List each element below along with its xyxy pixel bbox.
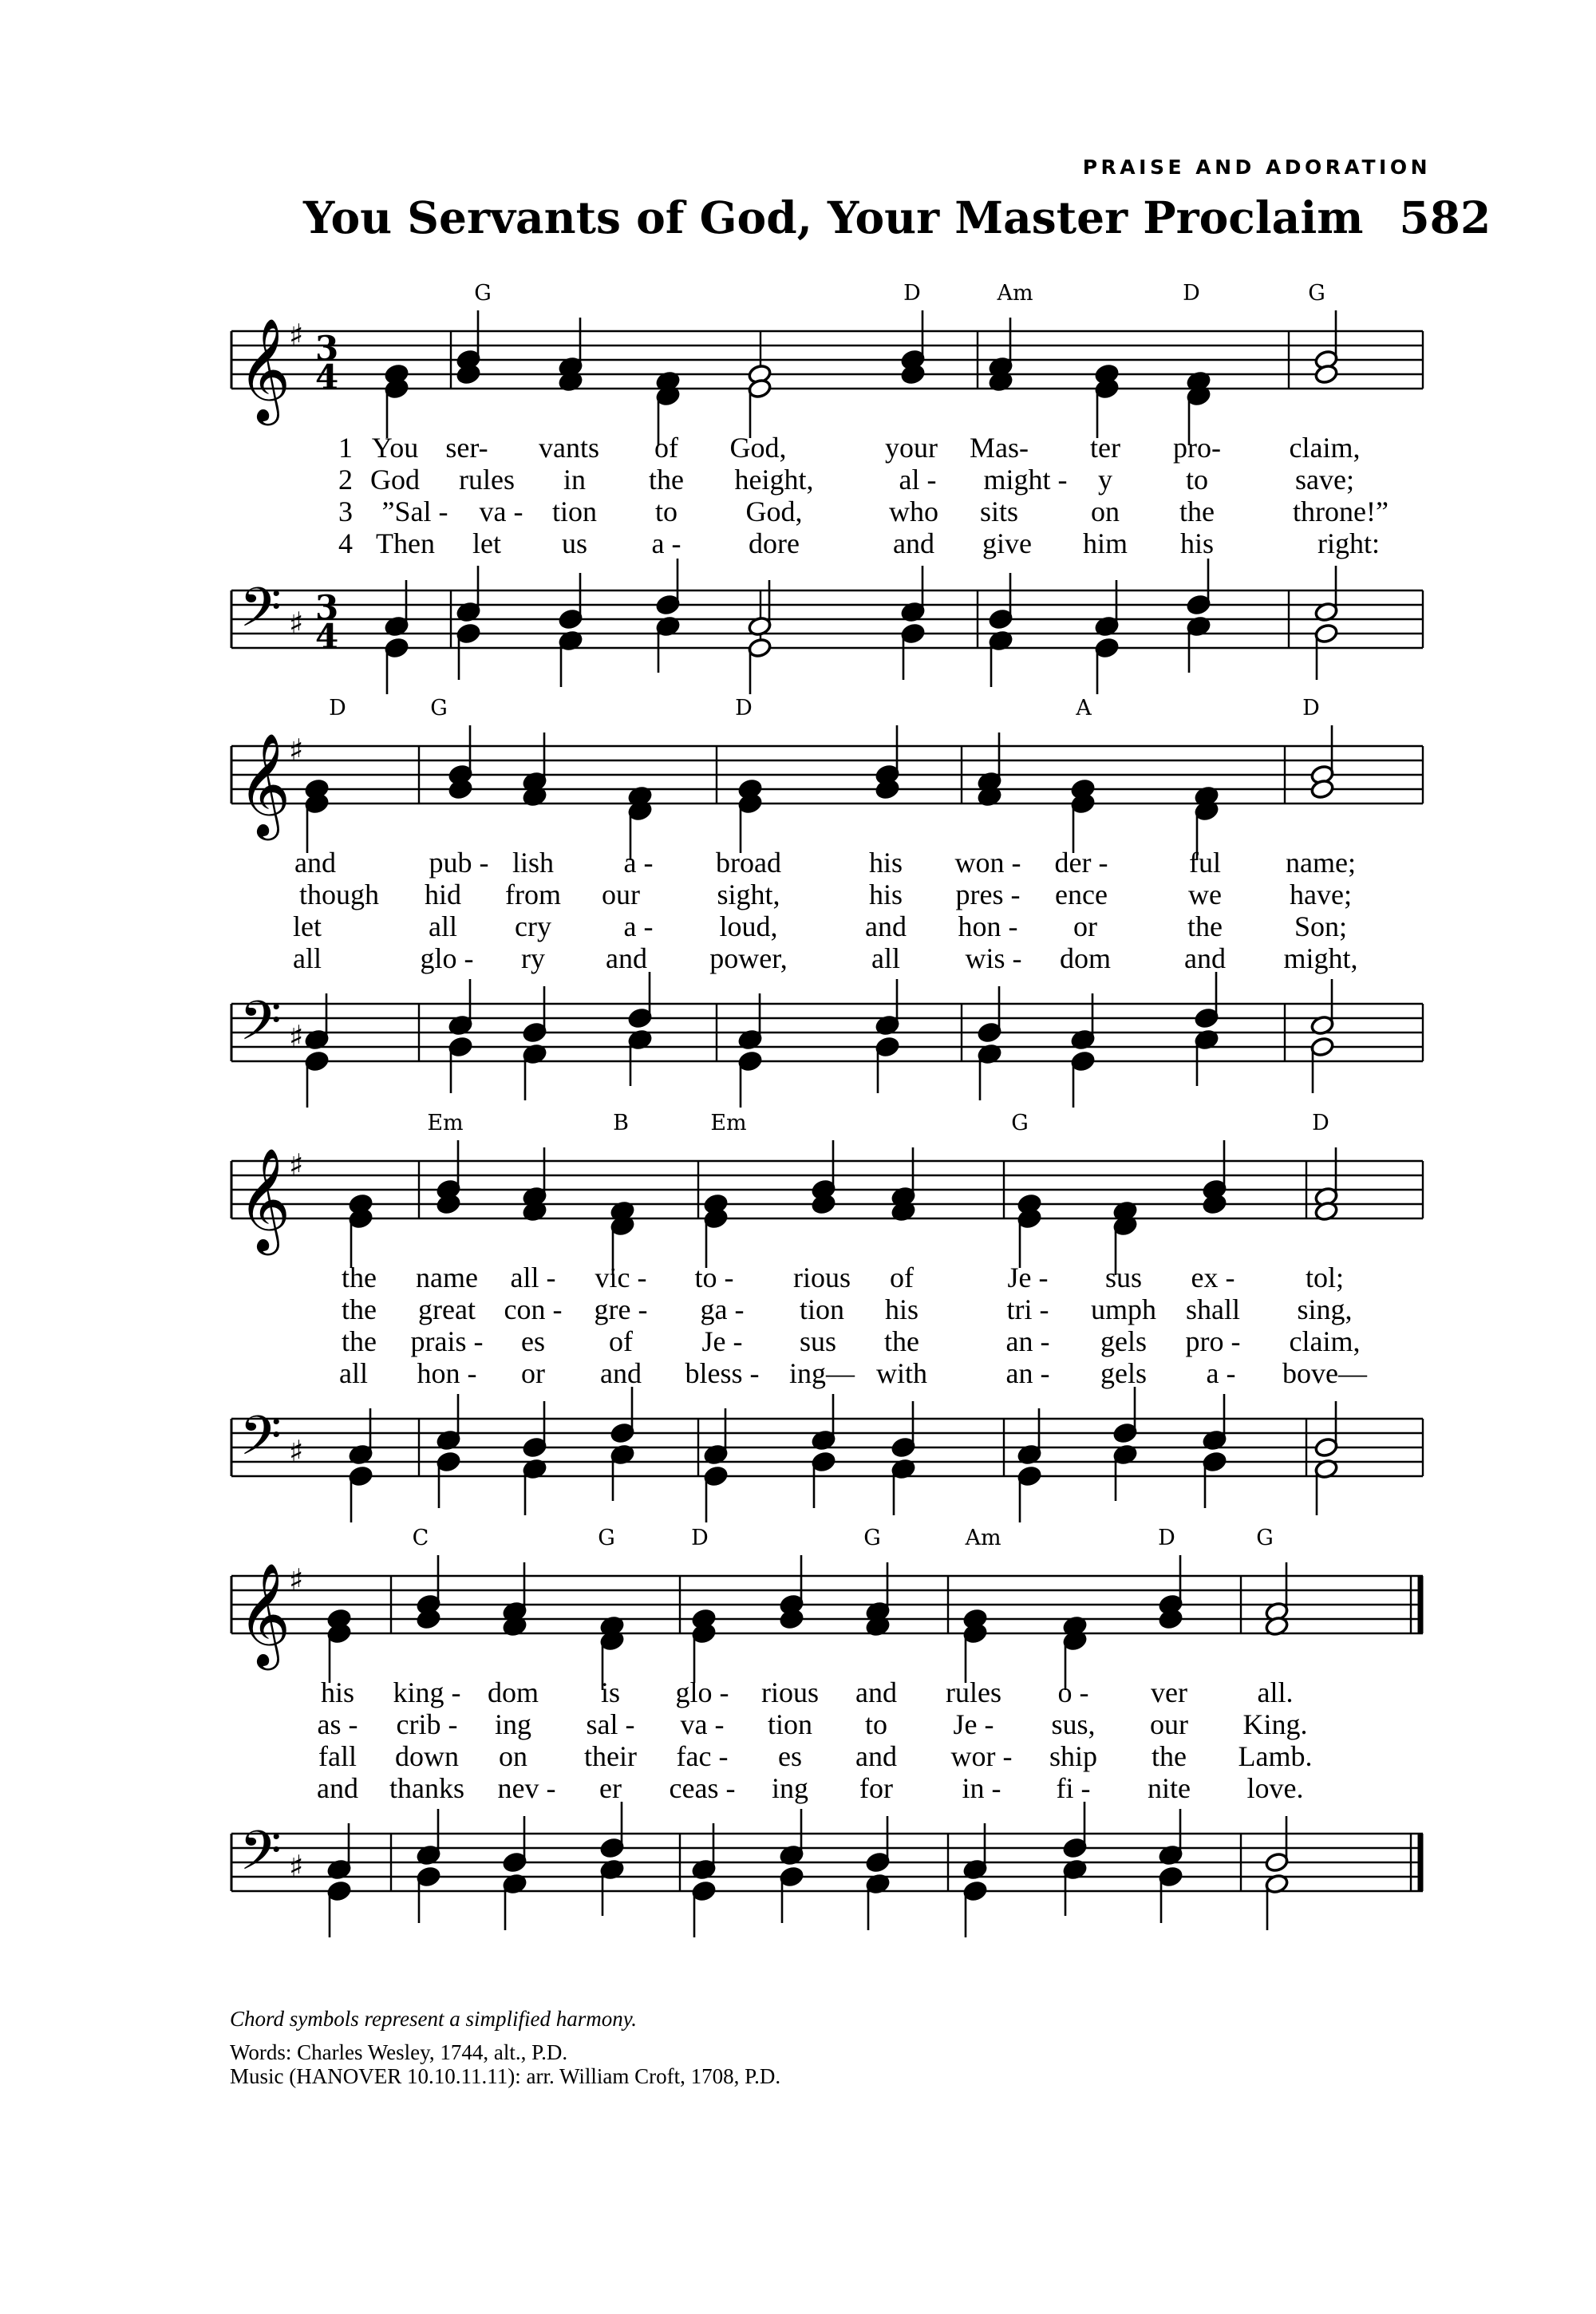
- lyric-syllable: claim,: [1289, 432, 1361, 464]
- lyric-syllable: to: [1185, 464, 1209, 496]
- lyric-syllable: dore: [749, 527, 800, 559]
- chord-note: Chord symbols represent a simplified harmony.: [230, 2007, 637, 2031]
- lyric-syllable: ry: [521, 942, 545, 974]
- hymn-number: 582: [1399, 192, 1491, 243]
- lyric-syllable: gels: [1100, 1357, 1147, 1389]
- lyric-syllable: nite: [1148, 1772, 1191, 1804]
- lyric-syllable: tol;: [1305, 1262, 1345, 1293]
- lyric-syllable: his: [884, 1293, 919, 1325]
- lyric-syllable: pro -: [1185, 1325, 1241, 1357]
- lyric-syllable: the: [1179, 496, 1215, 527]
- lyric-syllable: va -: [680, 1708, 725, 1740]
- lyric-syllable: Lamb.: [1238, 1740, 1313, 1772]
- chord-symbol: D: [691, 1526, 709, 1550]
- lyric-syllable: on: [499, 1740, 527, 1772]
- chord-symbol: B: [613, 1111, 629, 1135]
- lyric-syllable: the: [649, 464, 684, 496]
- lyric-syllable: sight,: [717, 879, 780, 910]
- lyric-syllable: fi -: [1056, 1772, 1091, 1804]
- hymn-title: You Servants of God, Your Master Proclaim: [303, 192, 1364, 243]
- key-sharp-icon: ♯: [289, 1019, 304, 1054]
- lyric-syllable: ing: [494, 1708, 532, 1740]
- chord-symbol: G: [1256, 1526, 1274, 1550]
- lyric-syllable: your: [885, 432, 938, 464]
- lyric-syllable: wor -: [950, 1740, 1013, 1772]
- key-sharp-icon: ♯: [289, 733, 304, 768]
- bass-clef-icon: 𝄢: [239, 577, 282, 653]
- time-signature: 3: [315, 329, 339, 368]
- lyric-syllable: of: [654, 432, 678, 464]
- lyric-syllable: him: [1082, 527, 1128, 559]
- lyric-syllable: tion: [767, 1708, 813, 1740]
- lyric-syllable: and: [606, 942, 647, 974]
- lyric-syllable: our: [602, 879, 640, 910]
- key-sharp-icon: ♯: [289, 318, 304, 353]
- section-heading: PRAISE AND ADORATION: [1082, 156, 1431, 179]
- lyric-syllable: Je -: [1007, 1262, 1049, 1293]
- lyric-syllable: the: [342, 1293, 377, 1325]
- lyric-syllable: his: [1179, 527, 1215, 559]
- lyric-syllable: of: [609, 1325, 633, 1357]
- lyric-syllable: all: [339, 1357, 368, 1389]
- chord-symbol: Am: [997, 281, 1033, 306]
- chord-symbol: D: [1302, 696, 1320, 721]
- lyric-syllable: ex -: [1191, 1262, 1235, 1293]
- lyric-syllable: es: [521, 1325, 545, 1357]
- treble-staff: [231, 746, 1423, 804]
- chord-symbol: Am: [965, 1526, 1001, 1550]
- lyric-syllable: of: [890, 1262, 914, 1293]
- lyric-syllable: have;: [1290, 879, 1352, 910]
- lyric-syllable: ceas -: [669, 1772, 736, 1804]
- lyric-syllable: glo -: [420, 942, 474, 974]
- lyric-syllable: God: [370, 464, 420, 496]
- lyric-syllable: hid: [424, 879, 462, 910]
- lyric-syllable: let: [472, 527, 501, 559]
- chord-symbol: D: [735, 696, 753, 721]
- lyric-syllable: glo -: [675, 1676, 729, 1708]
- lyric-syllable: great: [418, 1293, 476, 1325]
- lyric-syllable: rious: [793, 1262, 851, 1293]
- lyric-syllable: hon -: [958, 910, 1018, 942]
- lyric-syllable: his: [320, 1676, 355, 1708]
- chord-symbol: G: [474, 281, 492, 306]
- lyric-syllable: ing—: [788, 1357, 855, 1389]
- lyric-syllable: gels: [1100, 1325, 1147, 1357]
- lyric-syllable: gre -: [594, 1293, 648, 1325]
- lyric-syllable: or: [1073, 910, 1097, 942]
- chord-symbol: G: [598, 1526, 615, 1550]
- lyric-syllable: the: [342, 1325, 377, 1357]
- lyric-syllable: sal -: [586, 1708, 635, 1740]
- lyric-syllable: and: [893, 527, 934, 559]
- lyric-syllable: a -: [623, 847, 654, 879]
- chord-symbol: D: [903, 281, 921, 306]
- lyric-syllable: and: [855, 1740, 897, 1772]
- time-signature: 4: [315, 357, 339, 397]
- lyric-syllable: the: [1152, 1740, 1187, 1772]
- lyric-syllable: al -: [899, 464, 937, 496]
- lyric-syllable: Mas-: [970, 432, 1029, 464]
- lyric-syllable: rules: [459, 464, 515, 496]
- lyric-syllable: Je -: [701, 1325, 743, 1357]
- lyric-syllable: pub -: [429, 847, 489, 879]
- lyric-syllable: right:: [1317, 527, 1380, 559]
- chord-symbol: A: [1076, 696, 1092, 721]
- chord-symbol: G: [863, 1526, 881, 1550]
- bass-staff: [231, 1004, 1423, 1061]
- verse-number: 2: [338, 464, 353, 496]
- lyric-syllable: we: [1188, 879, 1222, 910]
- lyric-syllable: hon -: [417, 1357, 477, 1389]
- lyric-syllable: a -: [651, 527, 681, 559]
- lyric-syllable: tion: [799, 1293, 845, 1325]
- lyric-syllable: all: [293, 942, 322, 974]
- lyric-syllable: a -: [623, 910, 654, 942]
- lyric-syllable: king -: [393, 1676, 461, 1708]
- lyric-syllable: and: [865, 910, 907, 942]
- lyric-syllable: throne!”: [1293, 496, 1389, 527]
- lyric-syllable: con -: [504, 1293, 563, 1325]
- key-sharp-icon: ♯: [289, 1849, 304, 1884]
- lyric-syllable: er: [599, 1772, 622, 1804]
- lyric-syllable: ga -: [700, 1293, 745, 1325]
- lyric-syllable: cry: [515, 910, 551, 942]
- lyric-syllable: tion: [551, 496, 598, 527]
- lyric-syllable: nev -: [497, 1772, 556, 1804]
- lyric-syllable: Son;: [1294, 910, 1348, 942]
- lyric-syllable: es: [778, 1740, 802, 1772]
- lyric-syllable: tri -: [1006, 1293, 1049, 1325]
- chord-symbol: G: [1308, 281, 1325, 306]
- verse-number: 4: [338, 527, 353, 559]
- treble-staff: [231, 1576, 1423, 1633]
- lyric-syllable: der -: [1054, 847, 1108, 879]
- lyric-syllable: to -: [694, 1262, 734, 1293]
- treble-clef-icon: 𝄞: [238, 1562, 291, 1666]
- lyric-syllable: save;: [1295, 464, 1354, 496]
- bass-clef-icon: 𝄢: [239, 1820, 282, 1896]
- lyric-syllable: fall: [318, 1740, 357, 1772]
- chord-symbol: G: [1011, 1111, 1029, 1135]
- lyric-syllable: who: [889, 496, 938, 527]
- chord-symbol: Em: [710, 1111, 747, 1135]
- key-sharp-icon: ♯: [289, 1147, 304, 1183]
- lyric-syllable: God,: [745, 496, 803, 527]
- lyric-syllable: bless -: [685, 1357, 760, 1389]
- chord-symbol: C: [412, 1526, 429, 1550]
- lyric-syllable: claim,: [1289, 1325, 1361, 1357]
- lyric-syllable: love.: [1246, 1772, 1304, 1804]
- lyric-syllable: all: [871, 942, 900, 974]
- lyric-syllable: down: [395, 1740, 459, 1772]
- lyric-syllable: his: [868, 879, 903, 910]
- lyric-syllable: in -: [962, 1772, 1001, 1804]
- lyric-syllable: and: [294, 847, 336, 879]
- lyric-syllable: fac -: [676, 1740, 729, 1772]
- key-sharp-icon: ♯: [289, 1434, 304, 1469]
- lyric-syllable: all: [429, 910, 457, 942]
- lyric-syllable: us: [561, 527, 588, 559]
- lyric-syllable: lish: [512, 847, 555, 879]
- key-sharp-icon: ♯: [289, 1562, 304, 1597]
- lyric-syllable: sits: [979, 496, 1019, 527]
- bass-staff: [231, 590, 1423, 648]
- lyric-syllable: loud,: [719, 910, 778, 942]
- lyric-syllable: as -: [317, 1708, 358, 1740]
- time-signature: 4: [315, 617, 339, 656]
- lyric-syllable: his: [868, 847, 903, 879]
- lyric-syllable: won -: [954, 847, 1021, 879]
- lyric-syllable: name: [416, 1262, 478, 1293]
- treble-staff: [231, 331, 1423, 389]
- lyric-syllable: broad: [716, 847, 781, 879]
- lyric-syllable: an -: [1005, 1325, 1050, 1357]
- lyric-syllable: ver: [1151, 1676, 1187, 1708]
- lyric-syllable: ing: [771, 1772, 809, 1804]
- lyric-syllable: rules: [946, 1676, 1001, 1708]
- lyric-syllable: sus,: [1051, 1708, 1096, 1740]
- lyric-syllable: and: [600, 1357, 642, 1389]
- lyric-syllable: their: [584, 1740, 637, 1772]
- lyric-syllable: rious: [761, 1676, 819, 1708]
- lyric-syllable: va -: [479, 496, 523, 527]
- lyric-syllable: ful: [1189, 847, 1221, 879]
- lyric-syllable: dom: [1059, 942, 1112, 974]
- lyric-syllable: might,: [1283, 942, 1358, 974]
- lyric-syllable: ”Sal -: [381, 496, 448, 527]
- lyric-syllable: crib -: [396, 1708, 458, 1740]
- music-credit: Music (HANOVER 10.10.11.11): arr. William Croft, 1708, P.D.: [230, 2064, 781, 2088]
- chord-symbol: D: [329, 696, 346, 721]
- key-sharp-icon: ♯: [289, 606, 304, 641]
- lyric-syllable: wis -: [965, 942, 1022, 974]
- lyric-syllable: from: [505, 879, 561, 910]
- lyric-syllable: ship: [1049, 1740, 1098, 1772]
- bass-clef-icon: 𝄢: [239, 990, 282, 1066]
- bass-clef-icon: 𝄢: [239, 1405, 282, 1481]
- lyric-syllable: dom: [487, 1676, 539, 1708]
- lyric-syllable: Then: [376, 527, 435, 559]
- treble-clef-icon: 𝄞: [238, 318, 291, 421]
- chord-symbol: D: [1312, 1111, 1329, 1135]
- lyric-syllable: the: [1187, 910, 1223, 942]
- words-credit: Words: Charles Wesley, 1744, alt., P.D.: [230, 2040, 568, 2064]
- lyric-syllable: though: [298, 879, 380, 910]
- lyric-syllable: or: [521, 1357, 545, 1389]
- lyric-syllable: and: [317, 1772, 358, 1804]
- lyric-syllable: and: [1184, 942, 1226, 974]
- lyric-syllable: y: [1098, 464, 1112, 496]
- verse-number: 1: [338, 432, 353, 464]
- lyric-syllable: pres -: [955, 879, 1021, 910]
- lyric-syllable: might -: [983, 464, 1068, 496]
- lyric-syllable: on: [1091, 496, 1120, 527]
- lyric-syllable: our: [1150, 1708, 1188, 1740]
- chord-symbol: D: [1158, 1526, 1175, 1550]
- lyric-syllable: give: [982, 527, 1032, 559]
- lyric-syllable: prais -: [410, 1325, 484, 1357]
- lyric-syllable: sing,: [1297, 1293, 1353, 1325]
- lyric-syllable: umph: [1090, 1293, 1157, 1325]
- lyric-syllable: pro-: [1173, 432, 1221, 464]
- time-signature: 3: [315, 588, 339, 627]
- lyric-syllable: God,: [729, 432, 787, 464]
- lyric-syllable: thanks: [389, 1772, 464, 1804]
- lyric-syllable: You: [371, 432, 419, 464]
- bass-staff: [231, 1834, 1423, 1891]
- treble-clef-icon: 𝄞: [238, 733, 291, 836]
- lyric-syllable: ence: [1055, 879, 1108, 910]
- lyric-syllable: all.: [1257, 1676, 1294, 1708]
- lyric-syllable: a -: [1206, 1357, 1236, 1389]
- lyric-syllable: vic -: [595, 1262, 647, 1293]
- lyric-syllable: with: [875, 1357, 928, 1389]
- lyric-syllable: name;: [1286, 847, 1356, 879]
- chord-symbol: D: [1183, 281, 1200, 306]
- treble-clef-icon: 𝄞: [238, 1147, 291, 1251]
- lyric-syllable: is: [600, 1676, 621, 1708]
- lyric-syllable: shall: [1186, 1293, 1240, 1325]
- lyric-syllable: the: [884, 1325, 919, 1357]
- lyric-syllable: to: [654, 496, 678, 527]
- lyric-syllable: vants: [539, 432, 599, 464]
- lyric-syllable: Je -: [953, 1708, 994, 1740]
- lyric-syllable: to: [864, 1708, 888, 1740]
- lyric-syllable: sus: [1104, 1262, 1143, 1293]
- chord-symbol: G: [430, 696, 448, 721]
- lyric-syllable: o -: [1057, 1676, 1089, 1708]
- lyric-syllable: and: [855, 1676, 897, 1708]
- lyric-syllable: for: [859, 1772, 893, 1804]
- chord-symbol: Em: [427, 1111, 464, 1135]
- lyric-syllable: bove—: [1282, 1357, 1367, 1389]
- lyric-syllable: King.: [1242, 1708, 1308, 1740]
- lyric-syllable: height,: [734, 464, 814, 496]
- lyric-syllable: ter: [1090, 432, 1120, 464]
- lyric-syllable: all -: [510, 1262, 556, 1293]
- lyric-syllable: sus: [799, 1325, 837, 1357]
- lyric-syllable: the: [342, 1262, 377, 1293]
- lyric-syllable: let: [293, 910, 322, 942]
- lyric-syllable: in: [563, 464, 587, 496]
- lyric-syllable: power,: [709, 942, 788, 974]
- lyric-syllable: an -: [1005, 1357, 1050, 1389]
- verse-number: 3: [338, 496, 353, 527]
- lyric-syllable: ser-: [445, 432, 488, 464]
